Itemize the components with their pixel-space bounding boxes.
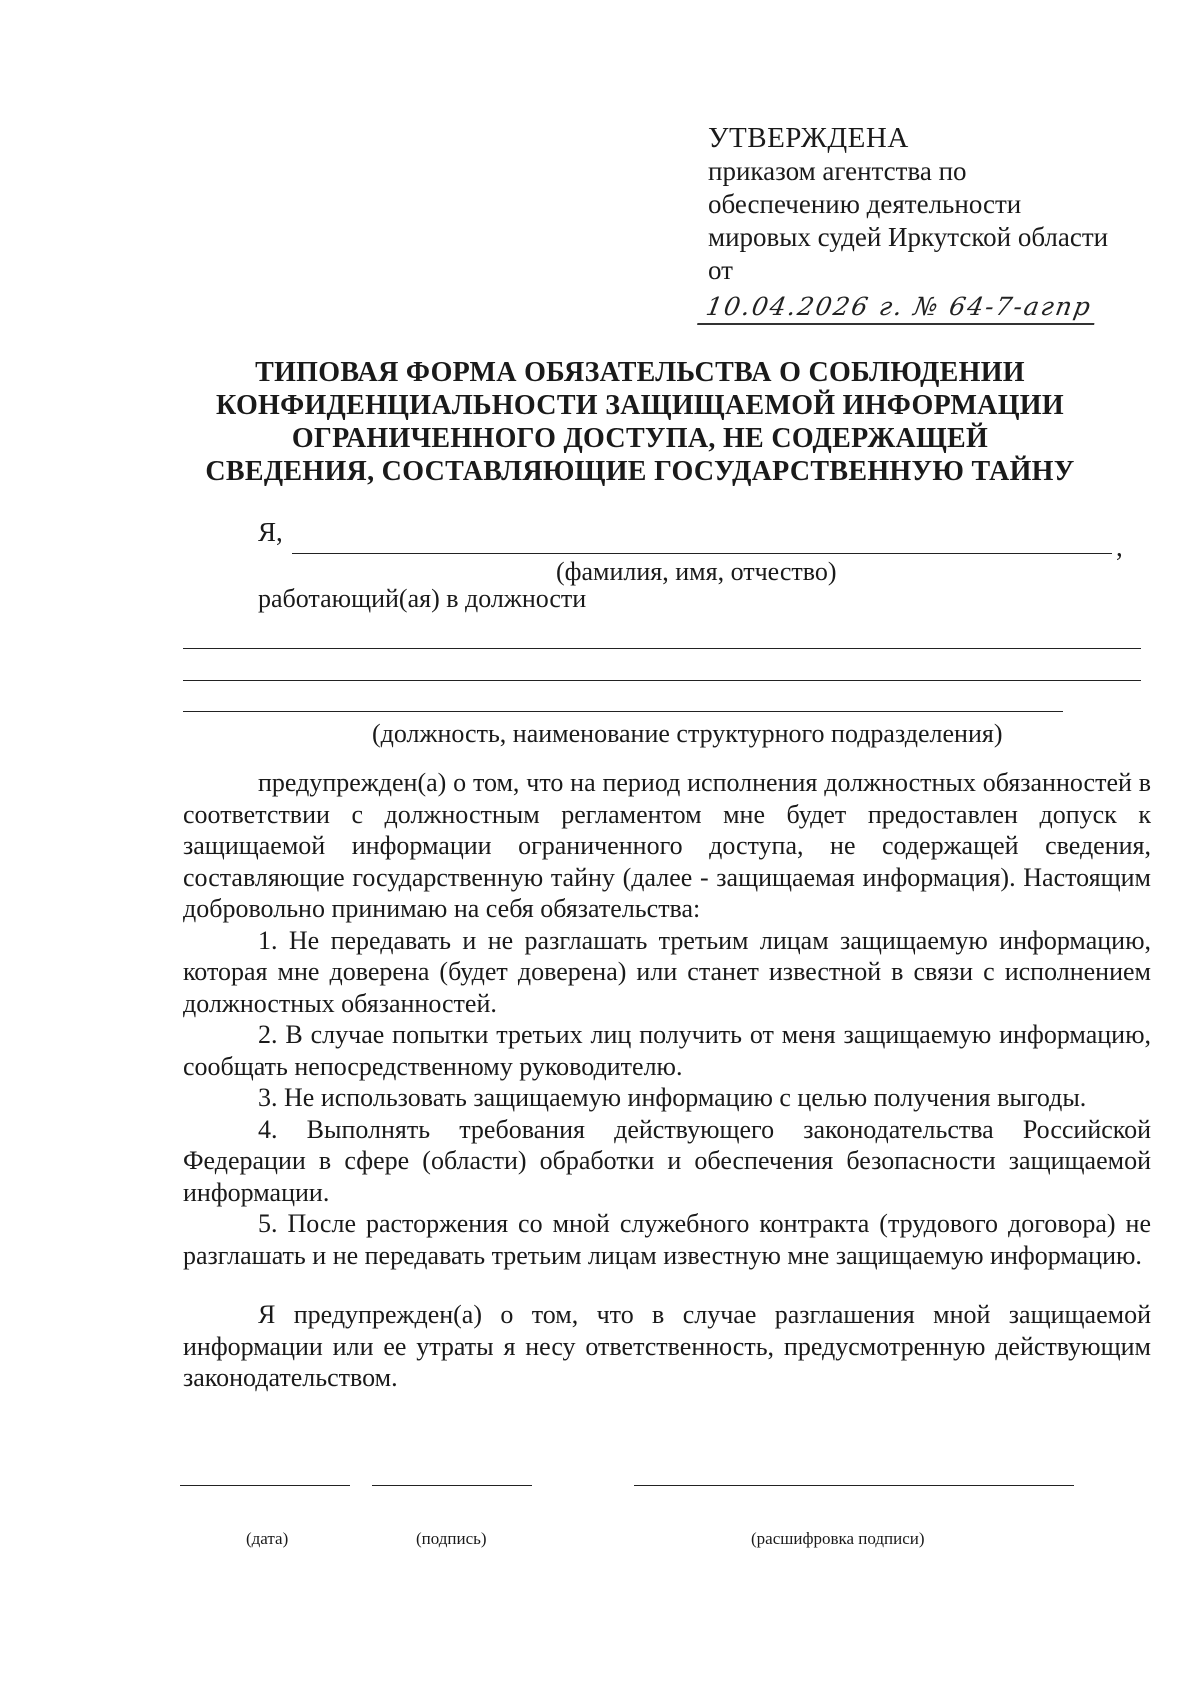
obligation-item: 3. Не использовать защищаемую информацию с целью получения выгоды. xyxy=(258,1083,1087,1112)
title-line: ОГРАНИЧЕННОГО ДОСТУПА, НЕ СОДЕРЖАЩЕЙ xyxy=(291,423,989,454)
obligation-item: 5. После расторжения со мной служебного контракта (трудового договора) не разглашать и не передавать третьим лицам известную мне защищаемую информацию. xyxy=(183,1209,1151,1270)
approval-line: мировых судей Иркутской области xyxy=(708,222,1109,252)
approval-stamp xyxy=(708,122,1108,287)
warning-paragraph: Я предупрежден(а) о том, что в случае разглашения мной защищаемой информации или ее утраты я несу ответственность, предусмотренную действующим законодательством. xyxy=(183,1300,1151,1392)
position-fill-line[interactable] xyxy=(183,648,1141,649)
signature-fill-line[interactable] xyxy=(372,1485,532,1486)
approval-line: от xyxy=(708,255,733,285)
obligation-item: 2. В случае попытки третьих лиц получить от меня защищаемую информацию, сообщать непосредственному руководителю. xyxy=(183,1020,1151,1081)
obligation-text xyxy=(183,767,1151,1394)
decoding-fill-line[interactable] xyxy=(634,1485,1074,1486)
approval-line: обеспечению деятельности xyxy=(708,189,1022,219)
date-fill-line[interactable] xyxy=(180,1485,350,1486)
position-caption: (должность, наименование структурного подразделения) xyxy=(372,719,1003,748)
intro-paragraph: предупрежден(а) о том, что на период исполнения должностных обязанностей в соответствии с должностным регламентом мне будет предоставлен допуск к защищаемой информации ограниченного доступа, не содержащей сведения, составляющие государственную тайну (далее - защищаемая информация). Настоящим добровольно принимаю на себя обязательства: xyxy=(183,768,1151,923)
name-caption: (фамилия, имя, отчество) xyxy=(556,557,837,586)
obligation-item: 1. Не передавать и не разглашать третьим лицам защищаемую информацию, которая мне доверена (будет доверена) или станет известной в связи с исполнением должностных обязанностей. xyxy=(183,925,1151,1018)
decoding-caption: (расшифровка подписи) xyxy=(751,1529,925,1548)
title-line: КОНФИДЕНЦИАЛЬНОСТИ ЗАЩИЩАЕМОЙ ИНФОРМАЦИИ xyxy=(216,390,1064,421)
position-fill-line[interactable] xyxy=(183,680,1141,681)
handwritten-order-number: 10.04.2026 г. № 64-7-агпр xyxy=(697,292,1100,325)
title-line: СВЕДЕНИЯ, СОСТАВЛЯЮЩИЕ ГОСУДАРСТВЕННУЮ ТАЙНУ xyxy=(205,456,1075,487)
position-fill-line[interactable] xyxy=(183,711,1063,712)
ya-label: Я, xyxy=(258,517,283,547)
name-comma: , xyxy=(1116,532,1123,562)
approval-line: приказом агентства по xyxy=(708,156,967,186)
working-label: работающий(ая) в должности xyxy=(258,584,587,613)
document-title xyxy=(200,356,1080,488)
approval-heading: УТВЕРЖДЕНА xyxy=(708,122,909,154)
date-caption: (дата) xyxy=(246,1529,289,1548)
name-fill-line[interactable] xyxy=(292,553,1112,554)
signature-caption: (подпись) xyxy=(416,1529,487,1548)
title-line: ТИПОВАЯ ФОРМА ОБЯЗАТЕЛЬСТВА О СОБЛЮДЕНИИ xyxy=(255,357,1025,388)
obligation-item: 4. Выполнять требования действующего законодательства Российской Федерации в сфере (области) обработки и обеспечения безопасности защищаемой информации. xyxy=(183,1114,1151,1207)
